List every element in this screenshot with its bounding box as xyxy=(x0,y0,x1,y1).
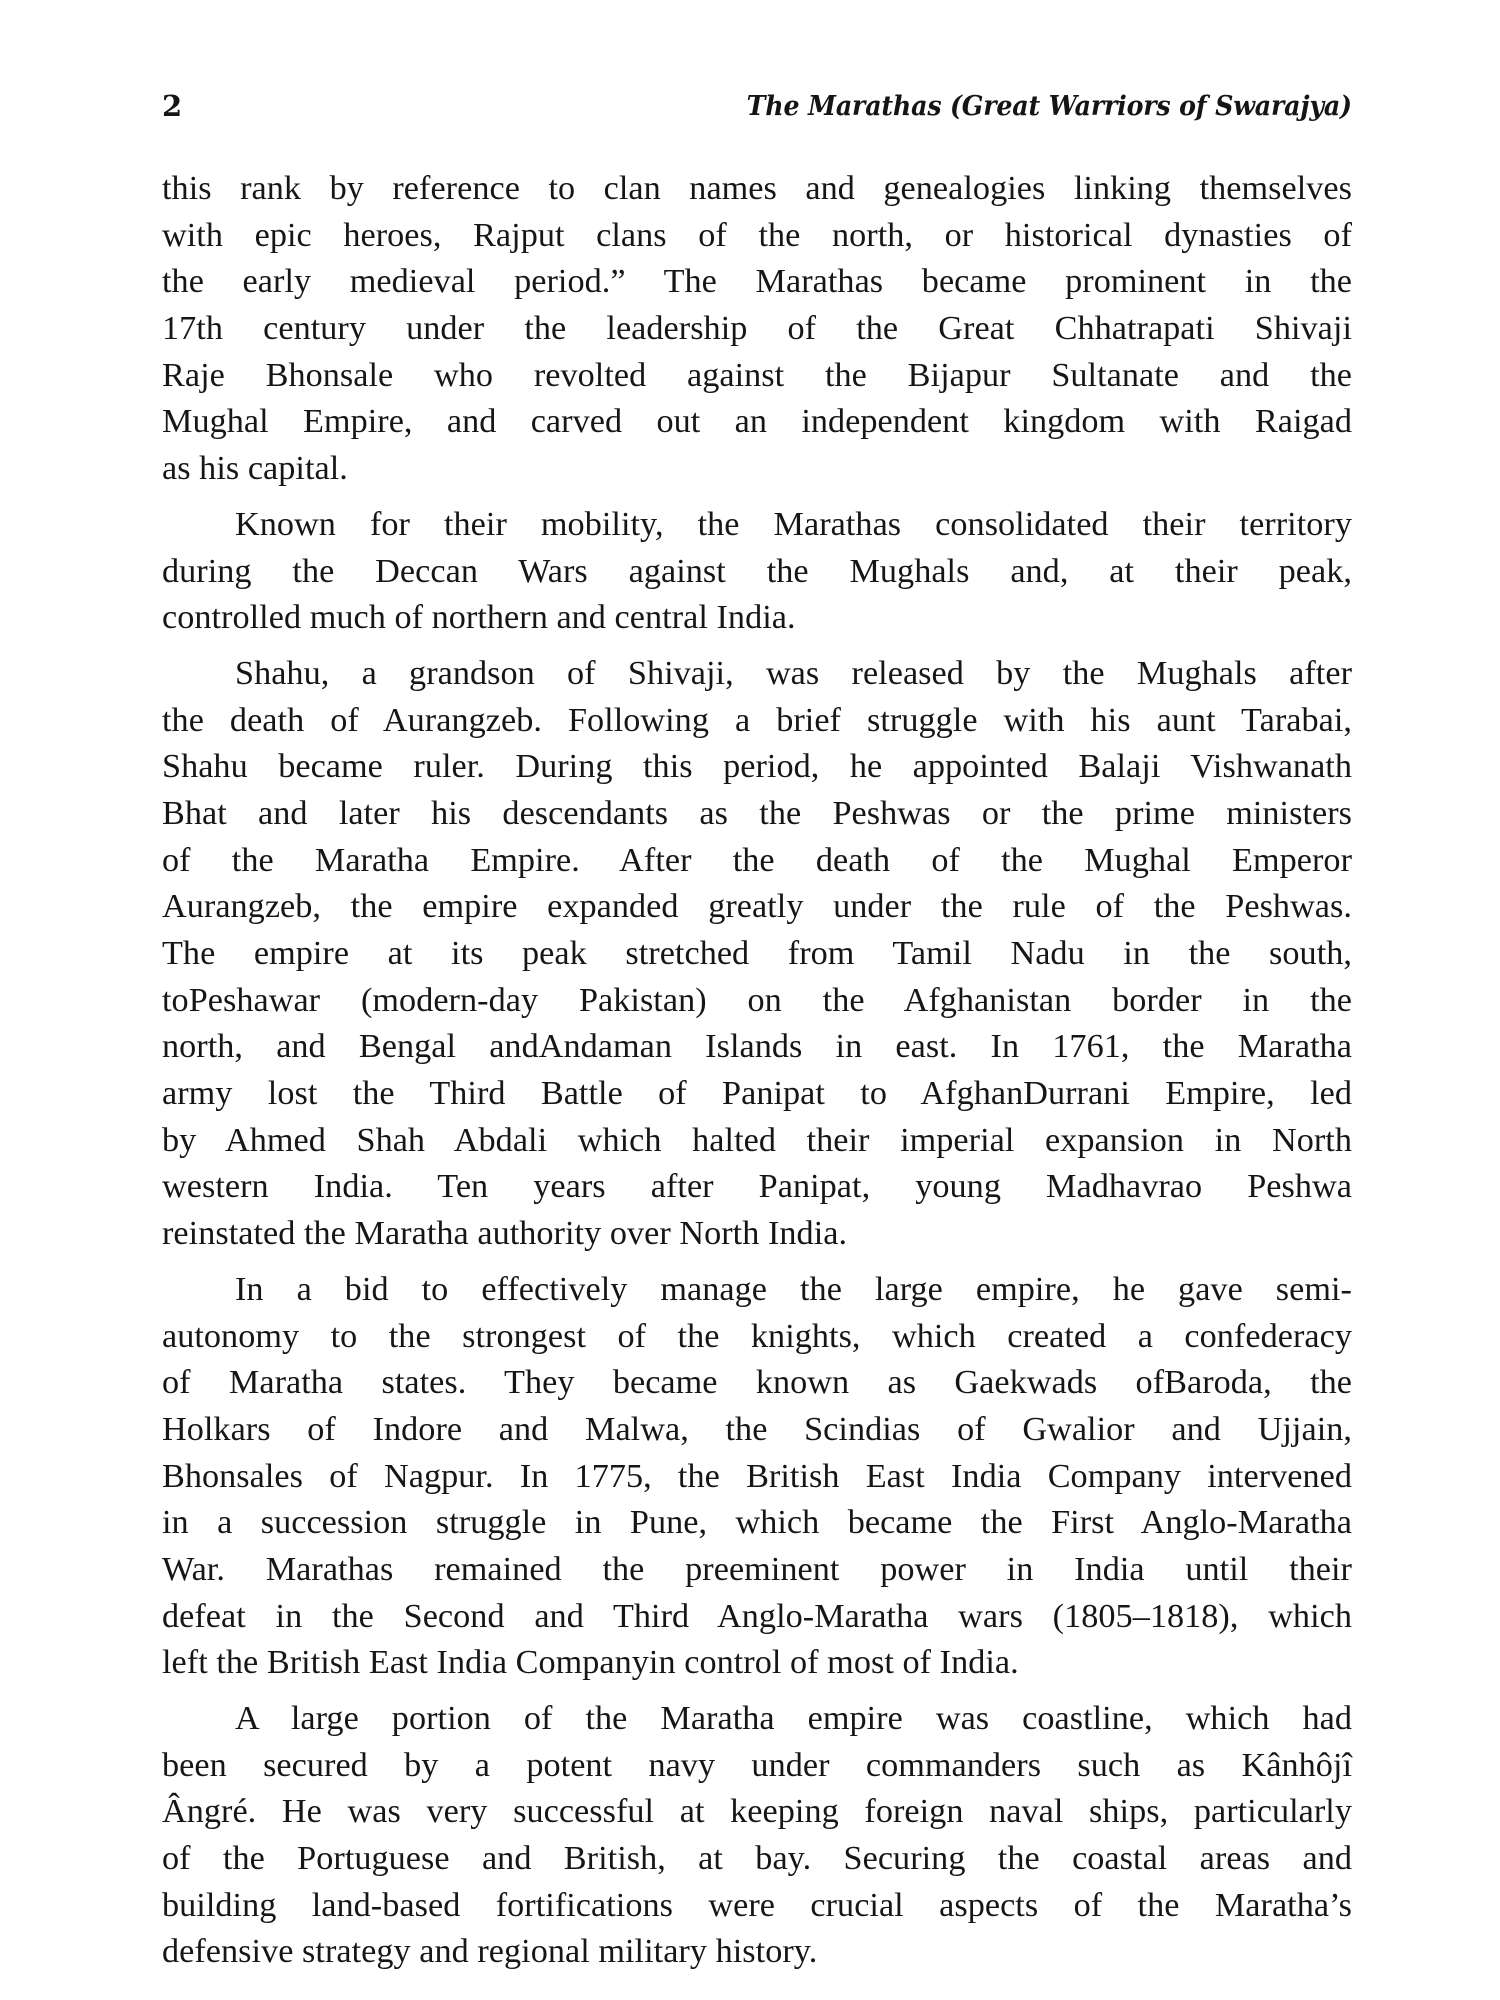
text-line: Bhonsales of Nagpur. In 1775, the British East India Company intervened xyxy=(162,1457,1352,1495)
paragraph xyxy=(162,502,1352,642)
book-title: The Marathas (Great Warriors of Swarajya) xyxy=(746,90,1352,122)
text-line: the death of Aurangzeb. Following a brief struggle with his aunt Tarabai, xyxy=(162,701,1352,739)
text-line: Aurangzeb, the empire expanded greatly under the rule of the Peshwas. xyxy=(162,888,1352,926)
text-line: as his capital. xyxy=(162,450,348,488)
paragraph xyxy=(162,1696,1352,1976)
text-line: in a succession struggle in Pune, which became the First Anglo-Maratha xyxy=(162,1504,1352,1542)
paragraph xyxy=(162,166,1352,493)
body-text xyxy=(162,166,1352,1985)
text-line: A large portion of the Maratha empire was coastline, which had xyxy=(235,1700,1352,1737)
text-line: defeat in the Second and Third Anglo-Maratha wars (1805–1818), which xyxy=(162,1597,1352,1635)
text-line: reinstated the Maratha authority over North India. xyxy=(162,1215,848,1253)
text-line: In a bid to effectively manage the large empire, he gave semi- xyxy=(235,1270,1352,1308)
page-number: 2 xyxy=(162,89,183,123)
text-line: during the Deccan Wars against the Mughals and, at their peak, xyxy=(162,552,1352,590)
text-line: autonomy to the strongest of the knights, which created a confederacy xyxy=(162,1317,1352,1355)
text-line: of Maratha states. They became known as Gaekwads ofBaroda, the xyxy=(162,1364,1352,1402)
text-line: western India. Ten years after Panipat, young Madhavrao Peshwa xyxy=(162,1168,1352,1206)
text-line: Raje Bhonsale who revolted against the Bijapur Sultanate and the xyxy=(162,356,1352,394)
paragraph xyxy=(162,651,1352,1258)
text-line: left the British East India Companyin control of most of India. xyxy=(162,1644,1019,1682)
text-line: Holkars of Indore and Malwa, the Scindias of Gwalior and Ujjain, xyxy=(162,1410,1352,1448)
text-line: Bhat and later his descendants as the Peshwas or the prime ministers xyxy=(162,794,1352,832)
text-line: War. Marathas remained the preeminent power in India until their xyxy=(162,1550,1352,1588)
text-line: this rank by reference to clan names and genealogies linking themselves xyxy=(162,170,1352,207)
text-line: of the Maratha Empire. After the death of the Mughal Emperor xyxy=(162,841,1352,879)
text-line: toPeshawar (modern-day Pakistan) on the Afghanistan border in the xyxy=(162,981,1352,1019)
text-line: the early medieval period.” The Marathas became prominent in the xyxy=(162,263,1352,301)
text-line: with epic heroes, Rajput clans of the north, or historical dynasties of xyxy=(162,216,1352,254)
text-line: Mughal Empire, and carved out an independent kingdom with Raigad xyxy=(162,403,1352,441)
text-line: The empire at its peak stretched from Tamil Nadu in the south, xyxy=(162,935,1352,972)
paragraph xyxy=(162,1267,1352,1687)
text-line: defensive strategy and regional military history. xyxy=(162,1933,818,1971)
text-line: building land-based fortifications were crucial aspects of the Maratha’s xyxy=(162,1886,1352,1924)
text-line: 17th century under the leadership of the Great Chhatrapati Shivaji xyxy=(162,310,1352,348)
text-line: by Ahmed Shah Abdali which halted their imperial expansion in North xyxy=(162,1121,1352,1159)
text-line: controlled much of northern and central India. xyxy=(162,599,796,637)
text-line: Shahu became ruler. During this period, he appointed Balaji Vishwanath xyxy=(162,748,1352,786)
running-head xyxy=(162,88,1352,128)
text-line: Known for their mobility, the Marathas consolidated their territory xyxy=(235,505,1352,543)
text-line: army lost the Third Battle of Panipat to AfghanDurrani Empire, led xyxy=(162,1075,1352,1113)
text-line: been secured by a potent navy under commanders such as Kânhôjî xyxy=(162,1746,1352,1784)
text-line: Shahu, a grandson of Shivaji, was released by the Mughals after xyxy=(235,654,1352,692)
text-line: Ângré. He was very successful at keeping foreign naval ships, particularly xyxy=(162,1793,1352,1831)
text-line: north, and Bengal andAndaman Islands in east. In 1761, the Maratha xyxy=(162,1028,1352,1066)
text-line: of the Portuguese and British, at bay. Securing the coastal areas and xyxy=(162,1840,1352,1878)
